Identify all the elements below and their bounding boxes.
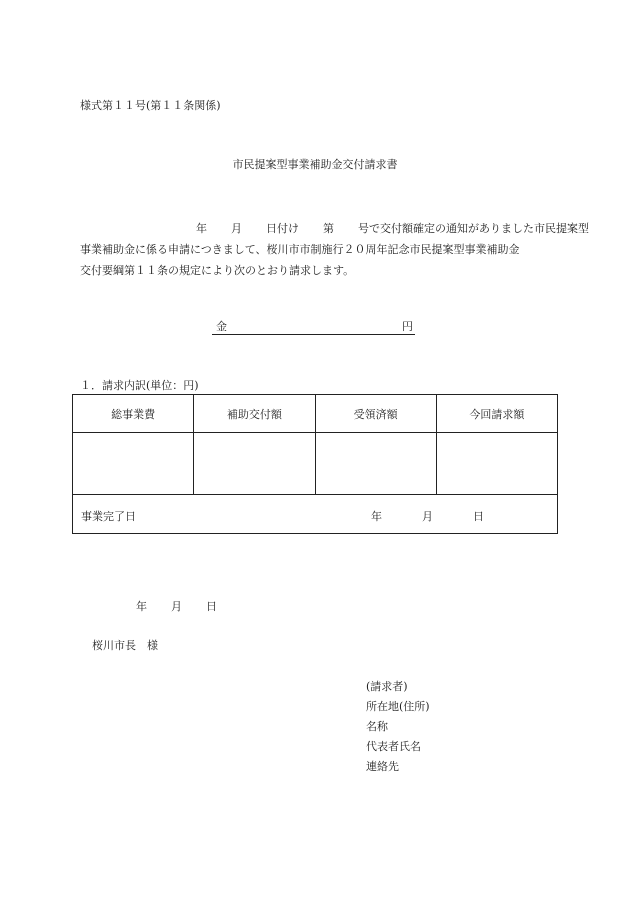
completion-date [371, 508, 484, 524]
date-day: 日 [206, 600, 217, 613]
body-year: 年 [196, 222, 207, 235]
amount-kin-label: 金 [216, 320, 227, 333]
requester-representative-label: 代表者氏名 [366, 740, 421, 753]
requester-heading: (請求者) [366, 680, 408, 693]
requester-block [366, 677, 430, 777]
date-month: 月 [171, 600, 182, 613]
form-number: 様式第１１号(第１１条関係) [80, 99, 221, 112]
body-line-1 [80, 218, 589, 239]
completion-label: 事業完了日 [81, 510, 136, 523]
completion-row [73, 495, 558, 534]
completion-cell [73, 495, 558, 534]
column-current-request: 今回請求額 [436, 395, 557, 433]
column-subsidy-amount: 補助交付額 [194, 395, 315, 433]
breakdown-table [72, 394, 558, 534]
body-number-prefix: 第 [323, 222, 334, 235]
body-day: 日付け [266, 222, 299, 235]
breakdown-header-row [73, 395, 558, 433]
body-line-3: 交付要綱第１１条の規定により次のとおり請求します。 [80, 264, 355, 277]
requester-contact-label: 連絡先 [366, 760, 399, 773]
value-current-request [436, 433, 557, 495]
completion-year: 年 [371, 510, 382, 523]
column-total-project-cost: 総事業費 [73, 395, 194, 433]
submission-date [136, 598, 217, 614]
body-month: 月 [231, 222, 242, 235]
addressee: 桜川市長 様 [92, 639, 158, 652]
column-received-amount: 受領済額 [315, 395, 436, 433]
breakdown-heading: １．請求内訳(単位：円) [80, 379, 199, 392]
body-line-2: 事業補助金に係る申請につきまして、桜川市市制施行２０周年記念市民提案型事業補助金 [80, 243, 520, 256]
breakdown-value-row [73, 433, 558, 495]
request-body-text [80, 218, 589, 281]
value-received-amount [315, 433, 436, 495]
requester-address-label: 所在地(住所) [366, 700, 430, 713]
amount-line [212, 318, 415, 335]
amount-yen-label: 円 [402, 320, 413, 333]
value-subsidy-amount [194, 433, 315, 495]
completion-month: 月 [422, 510, 433, 523]
completion-day: 日 [473, 510, 484, 523]
document-title: 市民提案型事業補助金交付請求書 [232, 158, 398, 171]
requester-name-label: 名称 [366, 720, 388, 733]
body-line-1-text: 号で交付額確定の通知がありました市民提案型 [358, 222, 589, 235]
date-year: 年 [136, 600, 147, 613]
value-total-project-cost [73, 433, 194, 495]
